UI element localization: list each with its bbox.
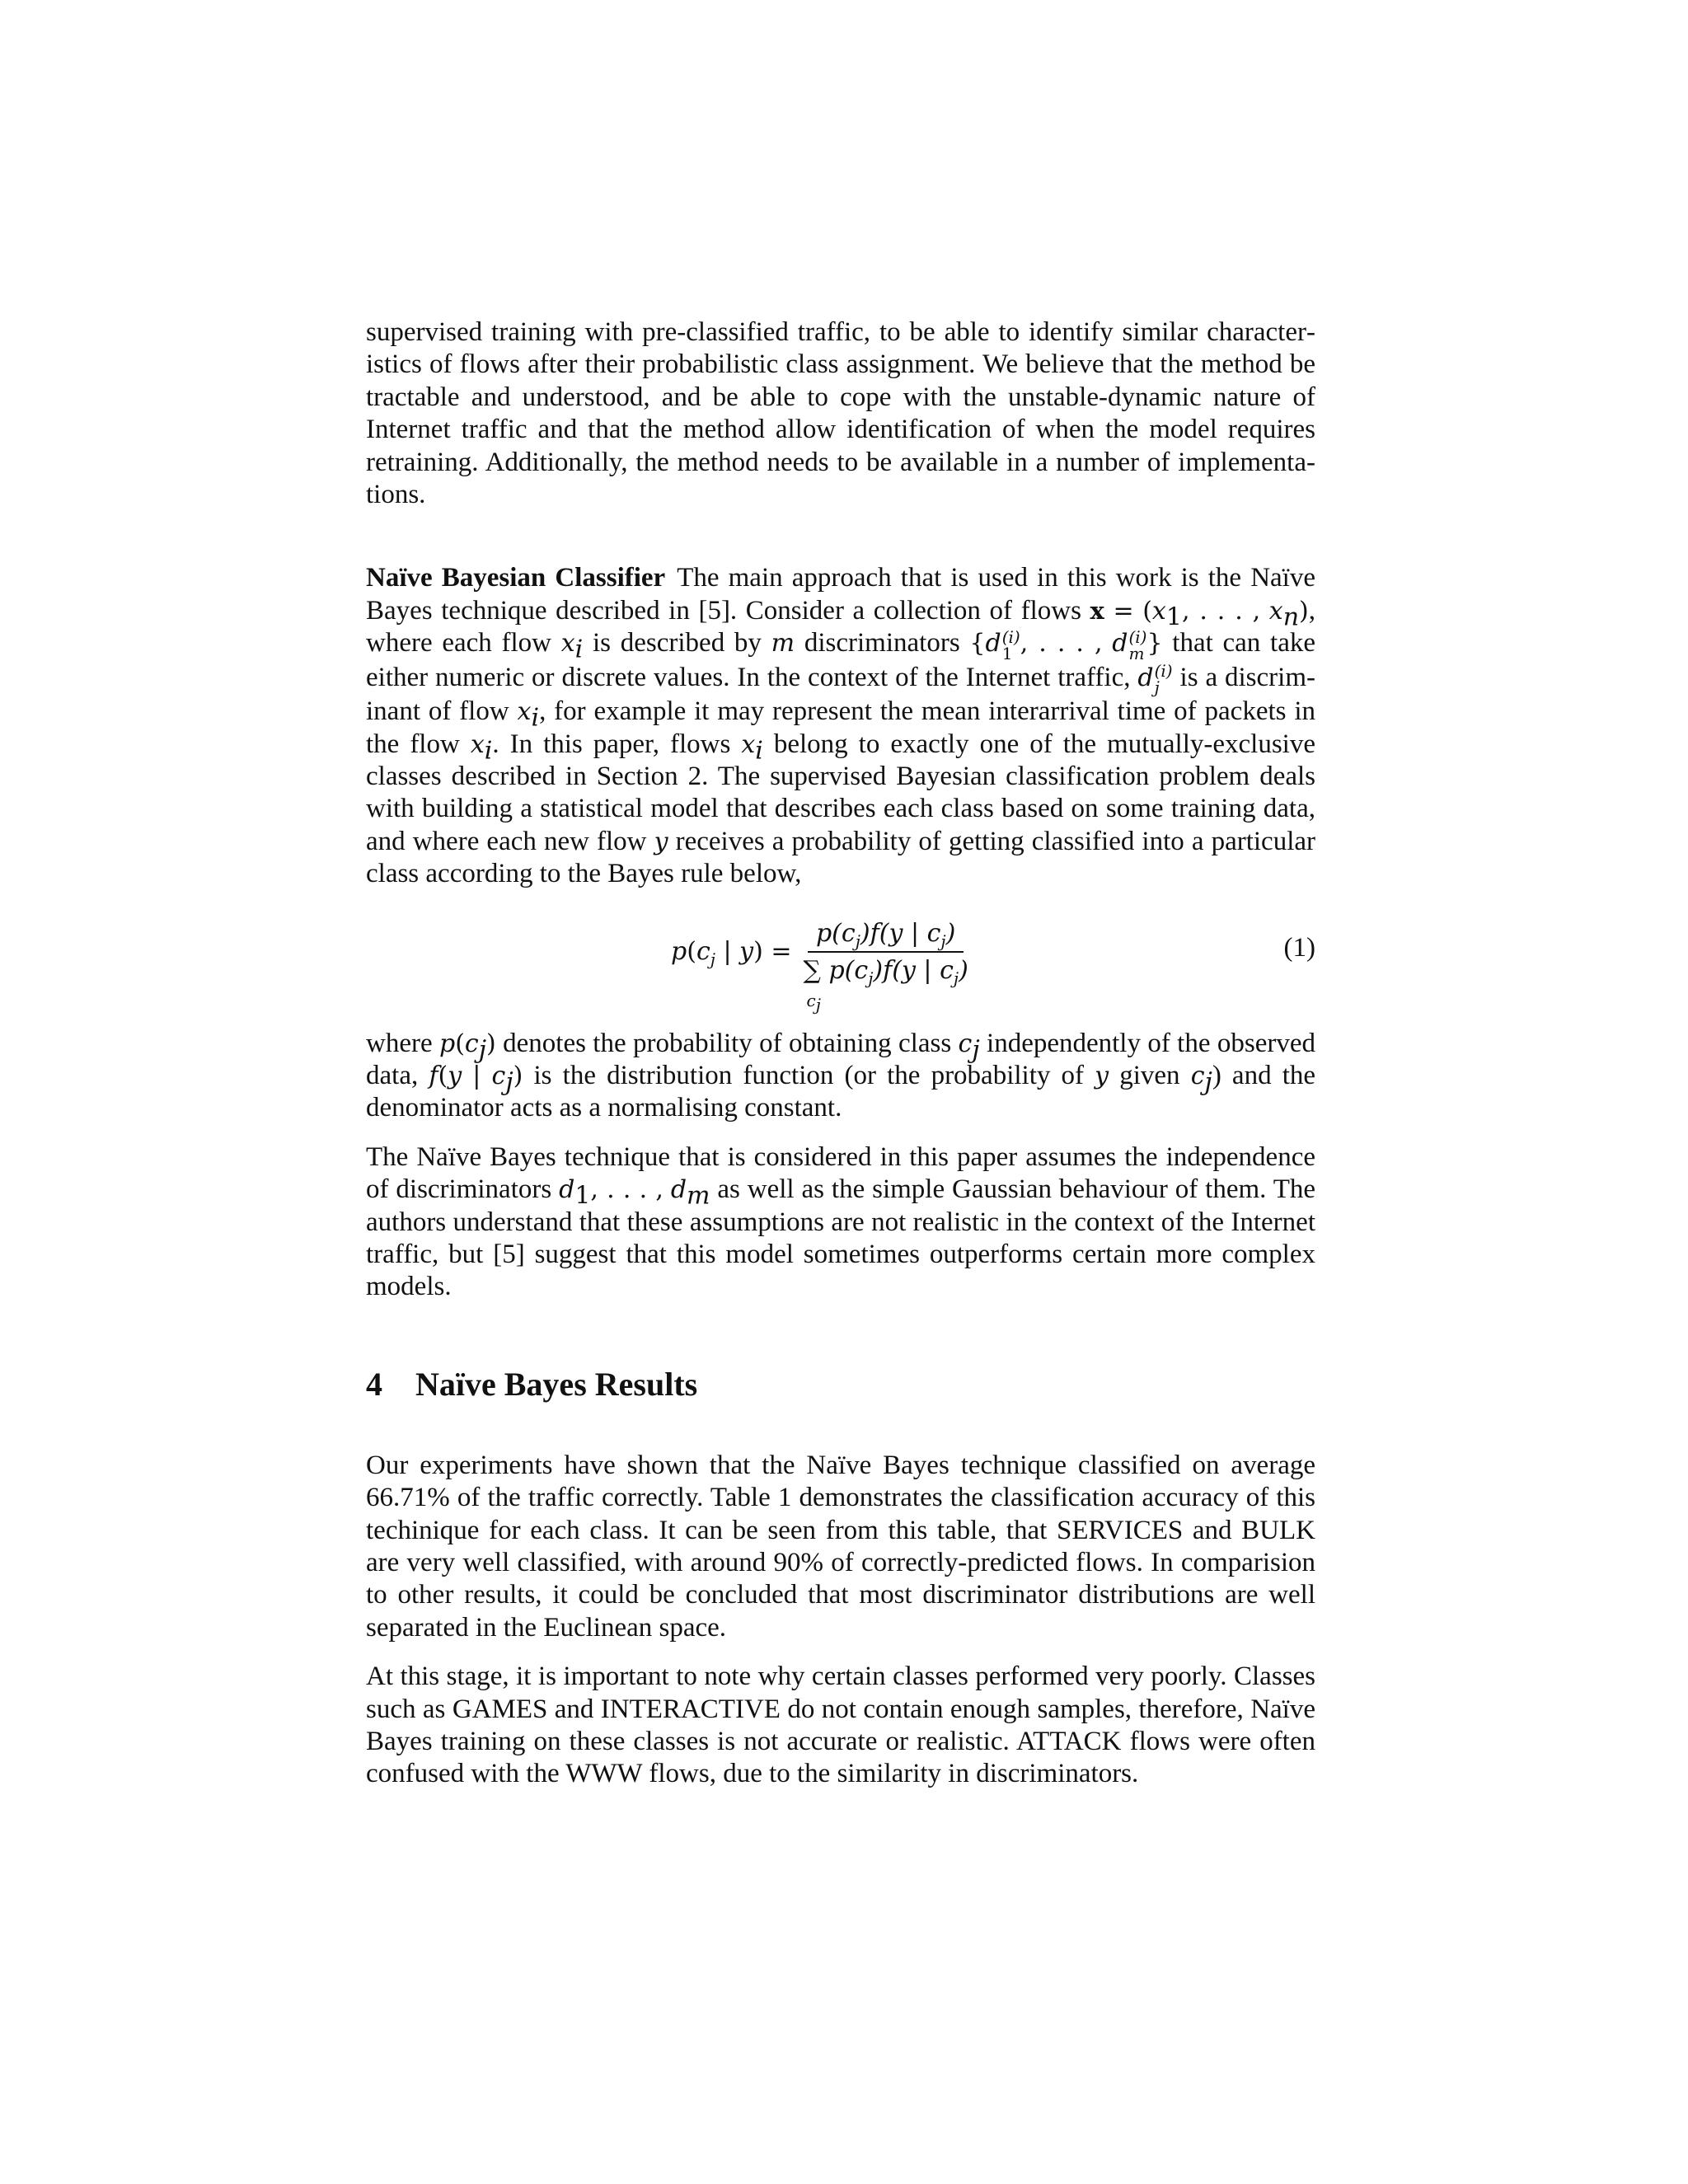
equation-number: (1) [1283,932,1315,963]
paragraph-poor-classes: At this stage, it is important to note why certain classes performed very poorly. Classes such as GAMES and INTERACTIVE do not contain enough samples, therefore, Naïve Bayes training on these classes is not accurate or realistic. ATTACK flows were often confused with the WWW flows, due to the similarity in discriminators. [366,1661,1315,1789]
bayes-equation [366,911,1315,1015]
run-in-heading: Naïve Bayesian Classifier [366,563,666,593]
paragraph-equation-explanation: where $p(c_j)$ denotes the probability of obtaining class $c_j$ independently of the observed data, f(y | $c_j$) is the distribution function (or the probability of y given $c_j$) and the denominator acts as a normalising constant. [366,1028,1316,1123]
section-number: 4 [366,1365,382,1403]
paragraph-intro: supervised training with pre-classified traffic, to be able to identify similar characteristics of flows after their probabilistic class assignment. We believe that the method be tractable and understood, and be able to cope with the unstable-dynamic nature of Internet traffic and that the method allow identification of when the model requires retraining. Additionally, the method needs to be available in a number of implementations. [366,317,1315,510]
section-title: Naïve Bayes Results [415,1365,698,1403]
paper-page [366,316,1315,1791]
section-heading [366,1365,1315,1404]
paragraph-naive-bayes-classifier: Naïve Bayesian Classifier The main approach that is used in this work is the Naïve Bayes technique described in [5]. Consider a collection of flows $x = (x_1$, . . . , $x_n$), where each flow $x_i$ is described by m discriminators {d (i) 1 , . . . , d (i) m } that can take either numeric or discrete values. In the context of the Internet traffic, d (i) j is a discriminant of flow $x_i$, for example it may represent the mean interarrival time of packets in the flow $x_i$. In this paper, flows $x_i$ belong to exactly one of the mutually-exclusive classes described in Section 2. The supervised Bayesian classification problem deals with building a statistical model that describes each class based on some training data, and where each new flow y receives a probability of getting classified into a particular class according to the Bayes rule below, [366,563,1316,889]
paragraph-independence-assumption: The Naïve Bayes technique that is considered in this paper assumes the independence of discriminators $d_1$, . . . , $d_m$ as well as the simple Gaussian behaviour of them. The authors understand that these assumptions are not realistic in the context of the Internet traffic, but [5] suggest that this model sometimes outperforms certain more complex models. [366,1141,1316,1302]
paragraph-results: Our experiments have shown that the Naïve Bayes technique classified on average 66.71% of the traffic correctly. Table 1 demonstrates the classification accuracy of this techinique for each class. It can be seen from this table, that SERVICES and BULK are very well classified, with around 90% of correctly-predicted flows. In comparision to other results, it could be concluded that most discriminator distributions are well separated in the Euclinean space. [366,1450,1315,1643]
bayes-formula: $p(c_j$ | y) = $p(c_j)f(y$ | $c_j$) ∑ $p(c_j)f(y$ | $c_j$) $c_j$ [671,918,968,1015]
